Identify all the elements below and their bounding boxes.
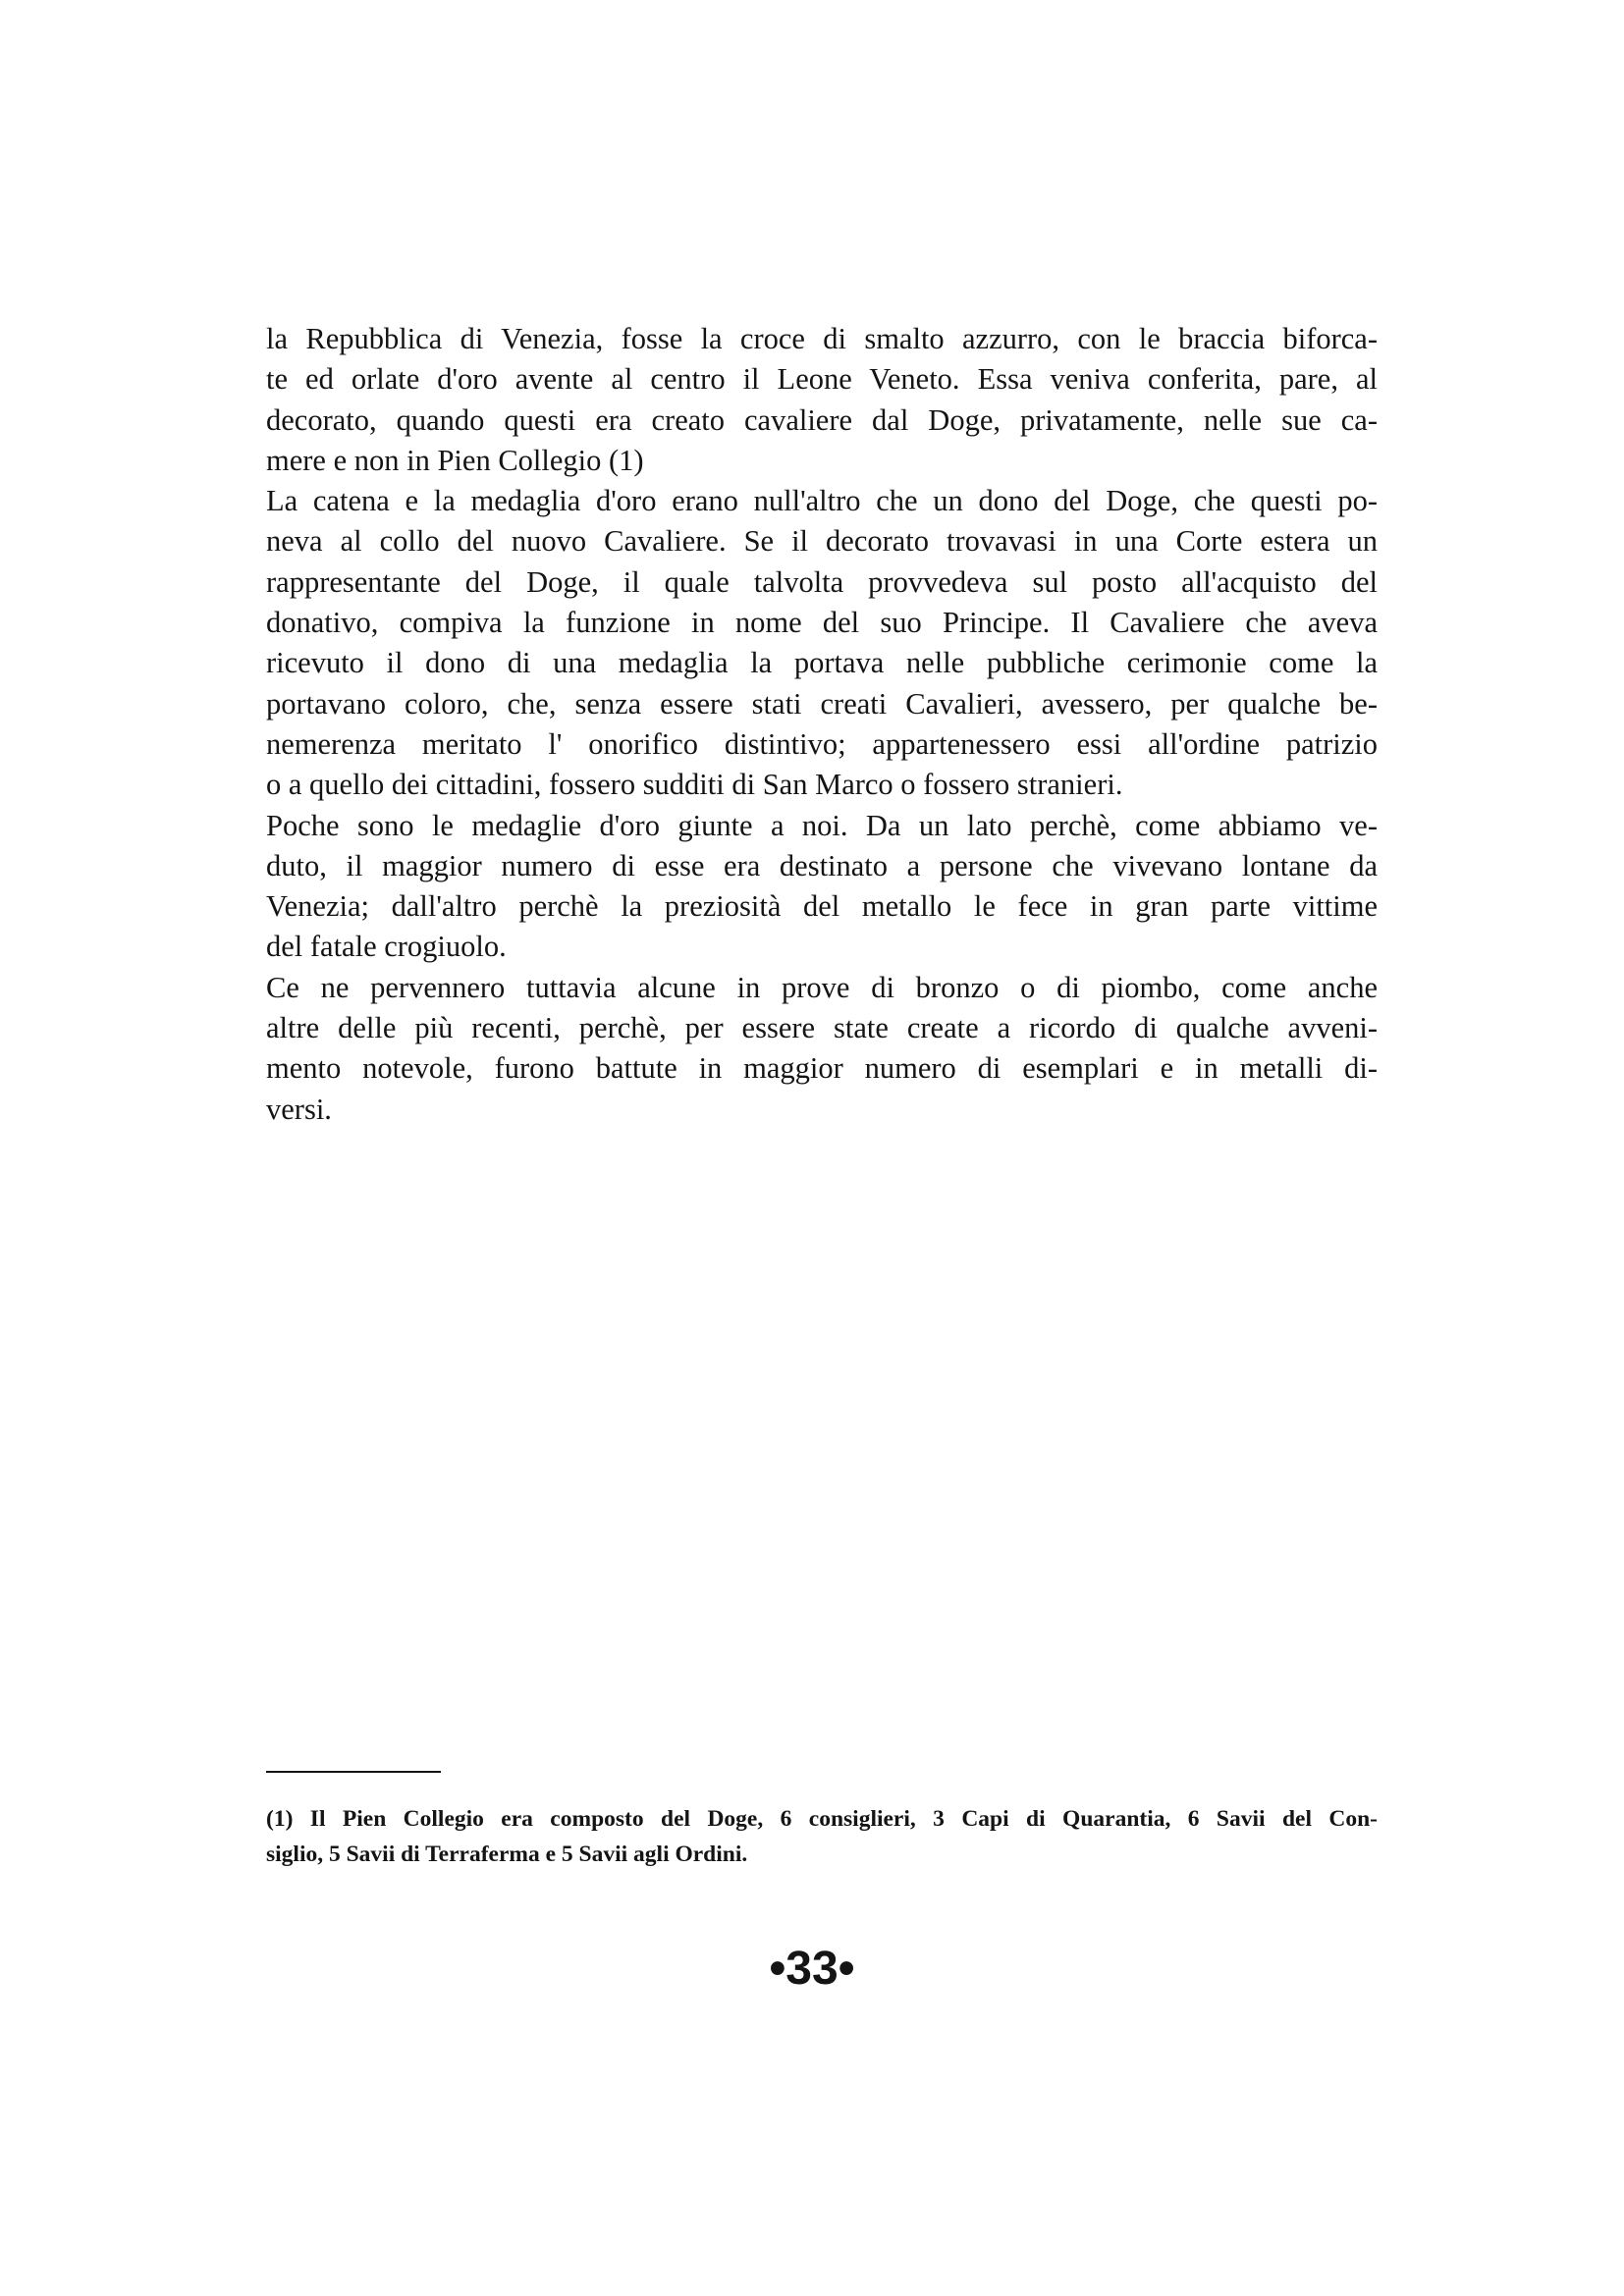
text-line: decorato, quando questi era creato cavaliere dal Doge, privatamente, nelle sue ca- [266,402,1378,437]
text-line: la Repubblica di Venezia, fosse la croce di smalto azzurro, con le braccia biforca- [266,322,1378,355]
footnote-line: (1) Il Pien Collegio era composto del Doge, 6 consiglieri, 3 Capi di Quarantia, 6 Savii del Con- [266,1806,1378,1832]
text-line: altre delle più recenti, perchè, per essere state create a ricordo di qualche avveni- [266,1011,1378,1045]
text-line: te ed orlate d'oro avente al centro il Leone Veneto. Essa veniva conferita, pare, al [266,362,1378,397]
footnote-divider [266,1771,441,1773]
text-line: ricevuto il dono di una medaglia la portava nelle pubbliche cerimonie come la [266,646,1378,680]
text-line: o a quello dei cittadini, fossero sudditi di San Marco o fossero stranieri. [266,768,1123,802]
text-line: duto, il maggior numero di esse era destinato a persone che vivevano lontane da [266,848,1378,882]
text-line: neva al collo del nuovo Cavaliere. Se il decorato trovavasi in una Corte estera un [266,524,1378,559]
text-line: Ce ne pervennero tuttavia alcune in prove di bronzo o di piombo, come anche [266,970,1378,1004]
text-line: rappresentante del Doge, il quale talvolta provvedeva sul posto all'acquisto del [266,564,1378,599]
text-line: portavano coloro, che, senza essere stati creati Cavalieri, avessero, per qualche be- [266,686,1378,721]
text-line: mento notevole, furono battute in maggior numero di esemplari e in metalli di- [266,1051,1378,1086]
footnote [266,1801,1378,1872]
text-line: versi. [266,1092,332,1126]
text-line: Poche sono le medaglie d'oro giunte a noi. Da un lato perchè, come abbiamo ve- [266,808,1378,842]
text-line: del fatale crogiuolo. [266,930,507,964]
page-number: •33• [769,1943,855,1995]
text-line: nemerenza meritato l' onorifico distintivo; appartenessero essi all'ordine patrizio [266,726,1378,761]
footnote-line: siglio, 5 Savii di Terraferma e 5 Savii agli Ordini. [266,1842,748,1867]
text-line: La catena e la medaglia d'oro erano null'altro che un dono del Doge, che questi po- [266,484,1378,518]
main-text [266,319,1378,1130]
text-line: mere e non in Pien Collegio (1) [266,443,644,477]
text-line: donativo, compiva la funzione in nome del suo Principe. Il Cavaliere che aveva [266,606,1378,640]
text-line: Venezia; dall'altro perchè la preziosità del metallo le fece in gran parte vittime [266,889,1378,924]
